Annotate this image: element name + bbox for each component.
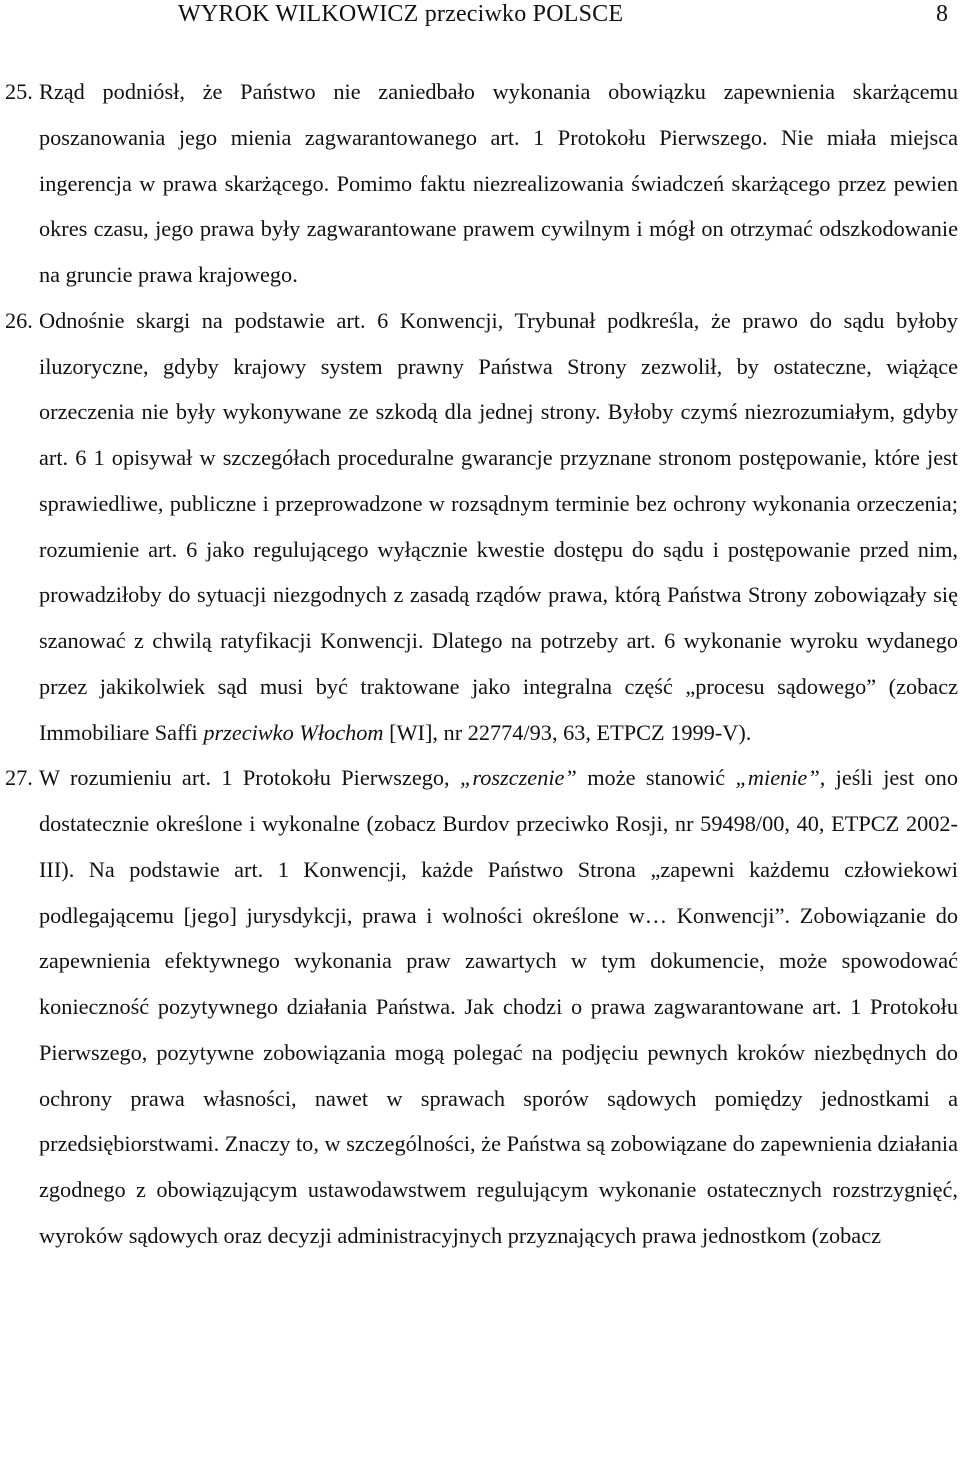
page-number: 8 bbox=[936, 1, 948, 27]
term-italic: „mienie” bbox=[735, 765, 820, 791]
case-name-italic: przeciwko Włochom bbox=[203, 719, 384, 745]
page-header bbox=[0, 0, 960, 30]
document-body bbox=[0, 69, 960, 1259]
text-segment: [WI], nr 22774/93, 63, ETPCZ 1999-V). bbox=[383, 719, 752, 745]
text-segment: W rozumieniu art. 1 Protokołu Pierwszego, bbox=[39, 765, 460, 791]
paragraph-text bbox=[39, 755, 958, 1258]
paragraph-number: 27. bbox=[5, 765, 33, 791]
paragraph-27 bbox=[0, 755, 960, 1258]
term-italic: „roszczenie” bbox=[459, 765, 577, 791]
paragraph-number: 26. bbox=[5, 307, 33, 333]
paragraph-26 bbox=[0, 298, 960, 756]
paragraph-number: 25. bbox=[5, 79, 33, 104]
paragraph-25 bbox=[0, 69, 960, 298]
text-segment: , jeśli jest ono dostatecznie określone i wykonalne (zobacz Burdov przeciwko Rosji, nr 59498/00, 40, ETPCZ 2002-III). Na podstawie art. 1 Konwencji, każde Państwo Strona „zapewni każdemu człowiekowi podlegającemu [jego] jurysdykcji, prawa i wolności określone w… Konwencji”. Zobowiązanie do zapewnienia efektywnego wykonania praw zawartych w tym dokumencie, może spowodować konieczność pozytywnego działania Państwa. Jak chodzi o prawa zagwarantowane art. 1 Protokołu Pierwszego, pozytywne zobowiązania mogą polegać na podjęciu pewnych kroków niezbędnych do ochrony prawa własności, nawet w sprawach sporów sądowych pomiędzy jednostkami a przedsiębiorstwami. Znaczy to, w szczególności, że Państwa są zobowiązane do zapewnienia działania zgodnego z obowiązującym ustawodawstwem regulującym wykonanie ostatecznych rozstrzygnięć, wyroków sądowych oraz decyzji administracyjnych przyznających prawa jednostkom (zobacz bbox=[39, 765, 958, 1248]
paragraph-text bbox=[39, 69, 958, 298]
paragraph-text bbox=[39, 298, 958, 756]
text-segment: może stanowić bbox=[576, 765, 736, 791]
text-segment: Odnośnie skargi na podstawie art. 6 Konwencji, Trybunał podkreśla, że prawo do sądu byłoby iluzoryczne, gdyby krajowy system prawny Państwa Strony zezwolił, by ostateczne, wiążące orzeczenia nie były wykonywane ze szkodą dla jednej strony. Byłoby czymś niezrozumiałym, gdyby art. 6 1 opisywał w szczegółach proceduralne gwarancje przyznane stronom postępowanie, które jest sprawiedliwe, publiczne i przeprowadzone w rozsądnym terminie bez ochrony wykonania orzeczenia; rozumienie art. 6 jako regulującego wyłącznie kwestie dostępu do sądu i postępowanie przed nim, prowadziłoby do sytuacji niezgodnych z zasadą rządów prawa, którą Państwa Strony zobowiązały się szanować z chwilą ratyfikacji Konwencji. Dlatego na potrzeby art. 6 wykonanie wyroku wydanego przez jakikolwiek sąd musi być traktowane jako integralna część „procesu sądowego” (zobacz Immobiliare Saffi bbox=[39, 307, 958, 745]
text-segment: Rząd podniósł, że Państwo nie zaniedbało wykonania obowiązku zapewnienia skarżącemu poszanowania jego mienia zagwarantowanego art. 1 Protokołu Pierwszego. Nie miała miejsca ingerencja w prawa skarżącego. Pomimo faktu niezrealizowania świadczeń skarżącego przez pewien okres czasu, jego prawa były zagwarantowane prawem cywilnym i mógł on otrzymać odszkodowanie na gruncie prawa krajowego. bbox=[39, 79, 958, 287]
document-title: WYROK WILKOWICZ przeciwko POLSCE bbox=[178, 1, 624, 27]
